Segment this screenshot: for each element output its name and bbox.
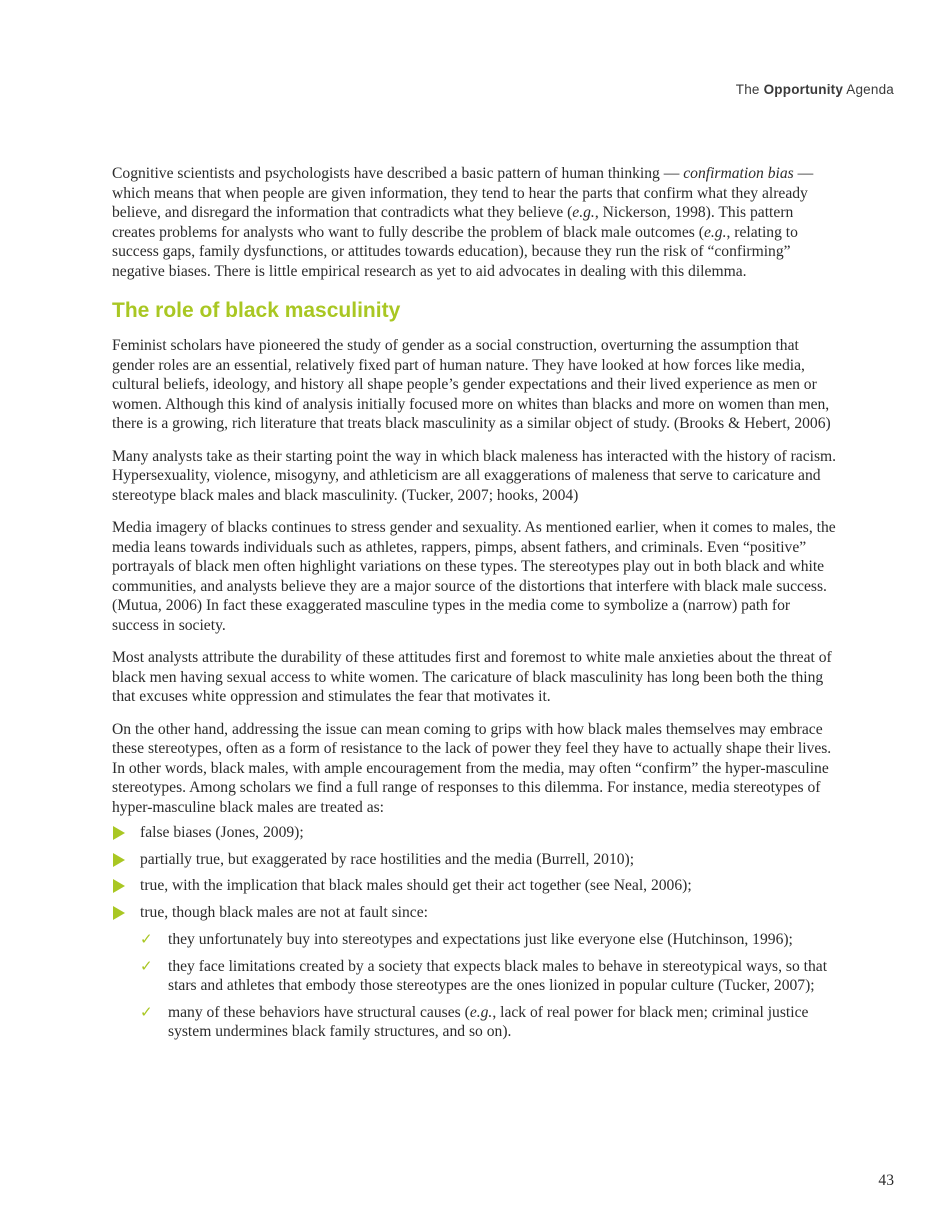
sub-list-item	[140, 1003, 840, 1042]
sub-list-item-eg: e.g.	[469, 1003, 493, 1021]
p1-text-a: Cognitive scientists and psychologists have described a basic pattern of human thinking —	[112, 165, 684, 182]
paragraph-history-of-racism: Many analysts take as their starting point the way in which black maleness has interacted with the history of racism. Hypersexuality, violence, misogyny, and athleticism are all exaggerations of maleness that serve to caricature and stereotype black males and black masculinity. (Tucker, 2007; hooks, 2004)	[112, 447, 837, 504]
sub-list-item-text-b: , lack of real power for black men; criminal justice system undermines black family structures, and so on).	[168, 1003, 809, 1040]
triangle-bullet-icon	[113, 879, 125, 893]
triangle-bullet-icon	[113, 853, 125, 867]
p1-eg-2: e.g.	[703, 223, 727, 241]
list-item	[112, 850, 840, 870]
p1-text-b: — which means that when people are given information, they tend to hear the parts that confirm what they already believe, and disregard the information that contradicts what they believe (	[112, 165, 814, 221]
sub-list-item	[140, 930, 840, 950]
triangle-bullet-icon	[113, 826, 125, 840]
paragraph-other-hand: On the other hand, addressing the issue can mean coming to grips with how black males themselves may embrace these stereotypes, often as a form of resistance to the lack of power they feel they have to actually shape their lives. In other words, black males, with ample encouragement from the media, may often “confirm” the hyper-masculine stereotypes. Among scholars we find a full range of responses to this dilemma. For instance, media stereotypes of hyper-masculine black males are treated as:	[112, 720, 832, 816]
checkmark-icon: ✓	[140, 1002, 153, 1021]
list-item-text: partially true, but exaggerated by race hostilities and the media (Burrell, 2010);	[140, 850, 635, 868]
response-list	[112, 823, 840, 1042]
list-item-text: true, though black males are not at fault since:	[140, 903, 428, 921]
sub-list-item-text: they face limitations created by a society that expects black males to behave in stereotypical ways, so that stars and athletes that embody those stereotypes are the ones lionized in popular culture (Tucker, 2007);	[168, 957, 828, 994]
header-brand: Opportunity	[763, 82, 844, 97]
list-item	[112, 876, 840, 896]
paragraph-feminist-scholars: Feminist scholars have pioneered the study of gender as a social construction, overturning the assumption that gender roles are an essential, relatively fixed part of human nature. They have looked at how forces like media, cultural beliefs, ideology, and history all shape people’s gender expectations and their lived experience as men or women. Although this kind of analysis initially focused more on whites than blacks and more on women than men, there is a growing, rich literature that treats black masculinity as a similar object of study. (Brooks & Hebert, 2006)	[112, 337, 831, 432]
header-suffix: Agenda	[843, 82, 894, 97]
sub-list-item-text: they unfortunately buy into stereotypes and expectations just like everyone else (Hutchinson, 1996);	[168, 931, 793, 948]
checkmark-icon: ✓	[140, 930, 153, 948]
p1-text-c: , Nickerson, 1998). This pattern creates problems for analysts who want to fully describe the problem of black male outcomes (	[112, 204, 794, 241]
paragraph-media-imagery: Media imagery of blacks continues to stress gender and sexuality. As mentioned earlier, when it comes to males, the media leans towards individuals such as athletes, rappers, pimps, absent fathers, and criminals. Even “positive” portrayals of black men often highlight variations on these types. The stereotypes play out in both black and white communities, and analysts believe they are a major source of the distortions that interfere with black male success. (Mutua, 2006) In fact these exaggerated masculine types in the media come to symbolize a (narrow) path for success in society.	[112, 519, 836, 634]
list-item-text: false biases (Jones, 2009);	[140, 824, 304, 841]
p1-text-d: , relating to success gaps, family dysfunctions, or attitudes towards education), because they run the risk of “confirming” negative biases. There is little empirical research as yet to aid advocates in dealing with this dilemma.	[112, 223, 798, 280]
triangle-bullet-icon	[113, 906, 125, 920]
sub-list-item-text-a: many of these behaviors have structural causes (	[168, 1003, 470, 1021]
sub-list	[140, 930, 840, 1042]
checkmark-icon: ✓	[140, 956, 153, 975]
p1-eg-1: e.g.	[572, 204, 595, 221]
list-item	[112, 903, 840, 1042]
page-number: 43	[878, 1172, 894, 1189]
section-heading: The role of black masculinity	[112, 299, 401, 322]
page-body	[112, 164, 840, 1049]
list-item	[112, 823, 840, 843]
sub-list-item	[140, 957, 840, 996]
paragraph-confirmation-bias	[112, 164, 840, 281]
header-prefix: The	[735, 82, 764, 97]
running-header	[736, 82, 894, 97]
list-item-text: true, with the implication that black males should get their act together (see Neal, 2006);	[140, 877, 692, 894]
paragraph-durability: Most analysts attribute the durability of these attitudes first and foremost to white male anxieties about the threat of black men having sexual access to white women. The caricature of black masculinity has long been both the thing that excuses white oppression and stimulates the fear that motivates it.	[112, 649, 832, 705]
term-confirmation-bias: confirmation bias	[683, 165, 794, 182]
